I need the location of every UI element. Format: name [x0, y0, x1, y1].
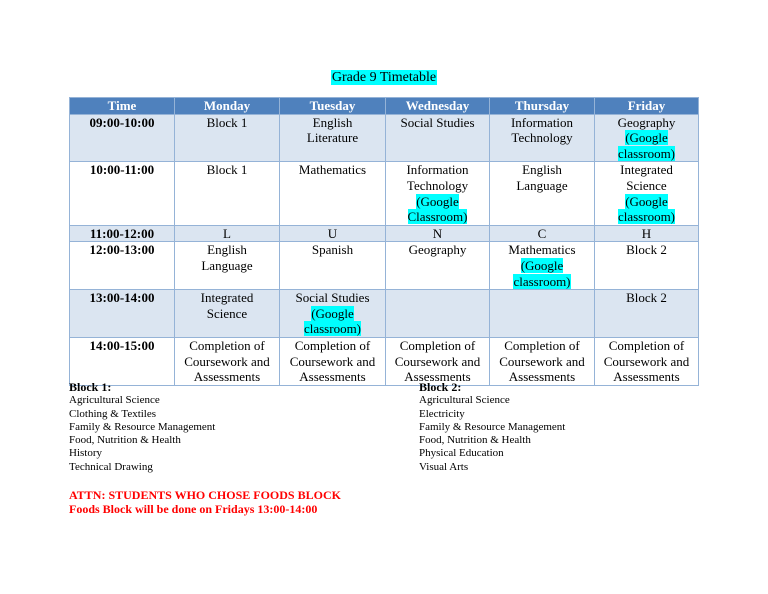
- schedule-cell: [175, 225, 280, 242]
- cell-line: Assessments: [404, 369, 471, 385]
- cell-line: Coursework and: [603, 353, 690, 369]
- block1-list: [69, 381, 215, 474]
- cell-line: Geography: [408, 242, 467, 258]
- cell-line: Science: [626, 177, 667, 193]
- cell-line: Completion of: [504, 337, 580, 353]
- cell-line: Assessments: [508, 369, 576, 385]
- header-monday: Monday: [175, 98, 280, 115]
- google-classroom-highlight: (Google: [625, 193, 668, 209]
- cell-line: Science: [206, 305, 248, 321]
- time-cell: 14:00-15:00: [70, 337, 175, 385]
- cell-line: [492, 274, 592, 290]
- schedule-cell: [595, 337, 699, 385]
- cell-line: Technology: [511, 130, 573, 146]
- time-cell: 13:00-14:00: [70, 290, 175, 338]
- header-thursday: Thursday: [490, 98, 595, 115]
- schedule-cell: [280, 225, 386, 242]
- cell-line: Block 2: [626, 290, 667, 306]
- cell-line: Completion of: [608, 337, 685, 353]
- schedule-cell: [175, 162, 280, 225]
- schedule-cell: [280, 290, 386, 338]
- cell-line: N: [432, 225, 443, 241]
- time-cell: 11:00-12:00: [70, 225, 175, 242]
- cell-line: Geography: [617, 114, 676, 130]
- cell-line: C: [537, 225, 547, 241]
- block2-item: Physical Education: [419, 447, 504, 460]
- schedule-cell: [386, 290, 490, 338]
- schedule-cell: [386, 162, 490, 225]
- schedule-cell: [280, 337, 386, 385]
- cell-line: [597, 130, 696, 146]
- block2-heading: Block 2:: [419, 380, 462, 394]
- google-classroom-highlight: classroom): [617, 209, 676, 225]
- cell-line: Assessments: [613, 369, 680, 385]
- block1-item: History: [69, 447, 102, 460]
- header-wednesday: Wednesday: [386, 98, 490, 115]
- block1-heading: Block 1:: [69, 380, 112, 394]
- block1-item: Clothing & Textiles: [69, 407, 157, 420]
- cell-line: [282, 321, 383, 337]
- google-classroom-highlight: (Google: [625, 130, 668, 146]
- table-row: [70, 337, 699, 385]
- table-row: [70, 162, 699, 225]
- cell-line: [282, 306, 383, 322]
- block2-item: Family & Resource Management: [419, 420, 566, 433]
- cell-line: Coursework and: [289, 353, 376, 369]
- cell-line: [597, 209, 696, 225]
- cell-line: Information: [510, 114, 574, 130]
- cell-line: English: [207, 242, 247, 258]
- cell-line: [388, 194, 487, 210]
- cell-line: Information: [406, 162, 469, 178]
- block2-item: Visual Arts: [419, 460, 469, 473]
- schedule-cell: [490, 162, 595, 225]
- schedule-cell: [280, 242, 386, 290]
- schedule-cell: [595, 225, 699, 242]
- cell-line: Language: [201, 257, 253, 273]
- timetable: [69, 97, 699, 386]
- cell-line: [388, 209, 487, 225]
- google-classroom-highlight: classroom): [513, 273, 571, 289]
- schedule-cell: [595, 290, 699, 338]
- attention-line-1: ATTN: STUDENTS WHO CHOSE FOODS BLOCK: [69, 488, 341, 502]
- schedule-cell: [595, 114, 699, 162]
- schedule-cell: [280, 162, 386, 225]
- schedule-cell: [386, 114, 490, 162]
- cell-line: Block 1: [206, 114, 248, 130]
- google-classroom-highlight: (Google: [520, 257, 564, 273]
- cell-line: [597, 146, 696, 162]
- schedule-cell: [175, 337, 280, 385]
- cell-line: Coursework and: [499, 353, 585, 369]
- schedule-cell: [280, 114, 386, 162]
- google-classroom-highlight: classroom): [303, 321, 362, 337]
- cell-line: Completion of: [294, 337, 371, 353]
- attention-notice: [69, 488, 341, 516]
- cell-line: Social Studies: [295, 290, 370, 306]
- block1-item: Technical Drawing: [69, 460, 153, 473]
- schedule-cell: [386, 242, 490, 290]
- schedule-cell: [175, 242, 280, 290]
- schedule-cell: [490, 114, 595, 162]
- cell-line: English: [522, 162, 562, 178]
- schedule-cell: [490, 290, 595, 338]
- cell-line: English: [312, 114, 353, 130]
- cell-line: Language: [516, 177, 568, 193]
- attention-line-2: Foods Block will be done on Fridays 13:00-14:00: [69, 502, 318, 516]
- schedule-cell: [175, 114, 280, 162]
- cell-line: Block 2: [626, 242, 667, 258]
- schedule-cell: [386, 225, 490, 242]
- header-friday: Friday: [595, 98, 699, 115]
- schedule-cell: [595, 242, 699, 290]
- block2-list: [419, 381, 565, 474]
- schedule-cell: [490, 225, 595, 242]
- schedule-cell: [386, 337, 490, 385]
- cell-line: Block 1: [206, 162, 248, 178]
- cell-line: Completion of: [399, 337, 476, 353]
- google-classroom-highlight: classroom): [617, 145, 676, 161]
- cell-line: Mathematics: [508, 242, 576, 258]
- header-row: [70, 98, 699, 115]
- cell-line: L: [223, 225, 231, 241]
- table-row: [70, 242, 699, 290]
- cell-line: Assessments: [299, 369, 366, 385]
- schedule-cell: [595, 162, 699, 225]
- block1-item: Food, Nutrition & Health: [69, 434, 181, 447]
- cell-line: Technology: [406, 177, 469, 193]
- schedule-cell: [490, 242, 595, 290]
- header-tuesday: Tuesday: [280, 98, 386, 115]
- block2-item: Electricity: [419, 407, 465, 420]
- cell-line: H: [641, 225, 652, 241]
- cell-line: Coursework and: [184, 353, 270, 369]
- time-cell: 10:00-11:00: [70, 162, 175, 225]
- cell-line: Coursework and: [394, 353, 481, 369]
- header-time: Time: [70, 98, 175, 115]
- cell-line: Integrated: [620, 162, 673, 178]
- block1-item: Agricultural Science: [69, 394, 160, 407]
- time-cell: 09:00-10:00: [70, 114, 175, 162]
- cell-line: Spanish: [311, 242, 354, 258]
- cell-line: Literature: [306, 130, 359, 146]
- cell-line: Mathematics: [298, 162, 367, 178]
- google-classroom-highlight: Classroom): [407, 209, 468, 225]
- cell-line: Completion of: [189, 337, 265, 353]
- table-row: [70, 114, 699, 162]
- cell-line: [597, 194, 696, 210]
- google-classroom-highlight: (Google: [311, 305, 354, 321]
- page-title: Grade 9 Timetable: [331, 70, 437, 85]
- cell-line: Social Studies: [400, 114, 475, 130]
- block2-item: Food, Nutrition & Health: [419, 434, 531, 447]
- time-cell: 12:00-13:00: [70, 242, 175, 290]
- block2-item: Agricultural Science: [419, 394, 510, 407]
- table-row: [70, 225, 699, 242]
- cell-line: Assessments: [193, 369, 261, 385]
- block1-item: Family & Resource Management: [69, 420, 216, 433]
- cell-line: Integrated: [200, 290, 254, 306]
- google-classroom-highlight: (Google: [416, 193, 459, 209]
- table-row: [70, 290, 699, 338]
- schedule-cell: [490, 337, 595, 385]
- cell-line: U: [327, 225, 338, 241]
- schedule-cell: [175, 290, 280, 338]
- cell-line: [492, 258, 592, 274]
